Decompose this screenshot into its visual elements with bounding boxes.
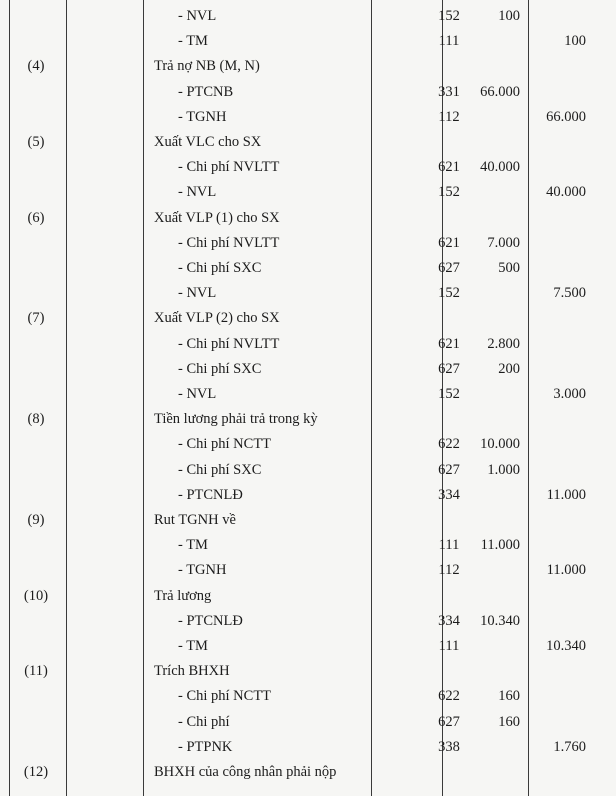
account-code: 627 (438, 461, 460, 478)
journal-row (0, 508, 616, 533)
journal-row (0, 29, 616, 54)
account-code: 622 (438, 688, 460, 705)
entry-description: Xuất VLP (1) cho SX (154, 209, 280, 226)
entry-description: - PTCNLĐ (178, 486, 243, 503)
entry-description: - PTCNLĐ (178, 612, 243, 629)
account-code: 627 (438, 260, 460, 276)
debit-amount: 160 (498, 688, 520, 705)
credit-amount: 11.000 (546, 562, 586, 579)
account-code: 112 (438, 108, 460, 125)
entry-description: Trích BHXH (154, 663, 230, 680)
entry-number: (12) (23, 764, 49, 780)
journal-row (0, 533, 616, 558)
journal-row (0, 357, 616, 382)
entry-description: Xuất VLC cho SX (154, 134, 262, 150)
journal-row (0, 634, 616, 659)
journal-row (0, 105, 616, 130)
entry-description: - Chi phí NCTT (178, 688, 272, 705)
entry-description: Tiền lương phải trả trong kỳ (154, 411, 318, 428)
credit-amount: 7.500 (553, 285, 586, 302)
account-code: 338 (438, 738, 460, 755)
entry-description: - NVL (178, 8, 217, 24)
journal-row (0, 483, 616, 508)
debit-amount: 100 (498, 8, 520, 24)
entry-description: - NVL (178, 184, 217, 201)
debit-amount: 10.000 (480, 436, 520, 453)
account-code: 111 (438, 638, 460, 654)
debit-amount: 11.000 (480, 537, 520, 554)
journal-row (0, 155, 616, 180)
journal-row (0, 4, 616, 29)
entry-description: - PTCNB (178, 83, 234, 100)
journal-row (0, 584, 616, 609)
entry-number: (10) (23, 587, 49, 604)
journal-row (0, 609, 616, 634)
entry-number: (6) (27, 209, 45, 226)
entry-description: - Chi phí NVLTT (178, 159, 280, 176)
journal-row (0, 458, 616, 483)
entry-description: - TM (178, 638, 208, 654)
entry-description: - Chi phí NVLTT (178, 234, 280, 251)
entry-number: (5) (27, 134, 45, 150)
journal-row (0, 432, 616, 457)
journal-row (0, 231, 616, 256)
credit-amount: 40.000 (546, 184, 586, 201)
journal-row (0, 710, 616, 735)
entry-description: - PTPNK (178, 738, 233, 755)
credit-amount: 66.000 (546, 108, 586, 125)
journal-row (0, 382, 616, 407)
entry-description: Xuất VLP (2) cho SX (154, 310, 280, 327)
debit-amount: 7.000 (487, 234, 520, 251)
account-code: 112 (438, 562, 460, 579)
account-code: 622 (438, 436, 460, 453)
entry-number: (11) (24, 663, 48, 680)
debit-amount: 10.340 (480, 612, 520, 629)
entry-description: - Chi phí SXC (178, 260, 262, 276)
debit-amount: 200 (498, 360, 520, 377)
debit-amount: 500 (498, 260, 520, 276)
entry-description: - Chi phí NVLTT (178, 335, 280, 352)
account-code: 334 (438, 486, 460, 503)
entry-description: Trả lương (154, 587, 212, 604)
journal-row (0, 306, 616, 331)
credit-amount: 1.760 (553, 738, 586, 755)
entry-description: - TM (178, 33, 208, 50)
entry-description: - Chi phí SXC (178, 360, 262, 377)
entry-description: - Chi phí (178, 713, 230, 730)
entry-description: - NVL (178, 386, 217, 402)
entry-description: Rut TGNH về (154, 512, 236, 528)
entry-number: (8) (27, 411, 45, 428)
debit-amount: 160 (498, 713, 520, 730)
account-code: 111 (438, 537, 460, 554)
entry-description: Trả nợ NB (M, N) (154, 58, 260, 75)
journal-row (0, 206, 616, 231)
entry-description: - Chi phí NCTT (178, 436, 272, 453)
journal-row (0, 80, 616, 105)
entry-description: BHXH của công nhân phải nộp (154, 764, 337, 780)
account-code: 334 (438, 612, 460, 629)
journal-row (0, 180, 616, 205)
journal-row (0, 659, 616, 684)
debit-amount: 1.000 (487, 461, 520, 478)
entry-number: (7) (27, 310, 45, 327)
credit-amount: 3.000 (553, 386, 586, 402)
journal-row (0, 760, 616, 785)
account-code: 627 (438, 713, 460, 730)
credit-amount: 100 (564, 33, 586, 50)
entry-number: (9) (27, 512, 45, 528)
account-code: 152 (438, 386, 460, 402)
account-code: 621 (438, 234, 460, 251)
journal-row (0, 735, 616, 760)
journal-row (0, 130, 616, 155)
credit-amount: 11.000 (546, 486, 586, 503)
journal-row (0, 281, 616, 306)
journal-row (0, 54, 616, 79)
journal-row (0, 684, 616, 709)
account-code: 111 (438, 33, 460, 50)
journal-row (0, 332, 616, 357)
account-code: 152 (438, 184, 460, 201)
journal-row (0, 256, 616, 281)
account-code: 152 (438, 285, 460, 302)
account-code: 152 (438, 8, 460, 24)
account-code: 621 (438, 335, 460, 352)
debit-amount: 2.800 (487, 335, 520, 352)
credit-amount: 10.340 (546, 638, 586, 654)
journal-row (0, 407, 616, 432)
debit-amount: 66.000 (480, 83, 520, 100)
account-code: 331 (438, 83, 460, 100)
entry-description: - TGNH (178, 108, 227, 125)
entry-description: - Chi phí SXC (178, 461, 262, 478)
entry-description: - TM (178, 537, 208, 554)
account-code: 627 (438, 360, 460, 377)
account-code: 621 (438, 159, 460, 176)
journal-row (0, 558, 616, 583)
debit-amount: 40.000 (480, 159, 520, 176)
entry-description: - TGNH (178, 562, 227, 579)
entry-number: (4) (27, 58, 45, 75)
entry-description: - NVL (178, 285, 217, 302)
